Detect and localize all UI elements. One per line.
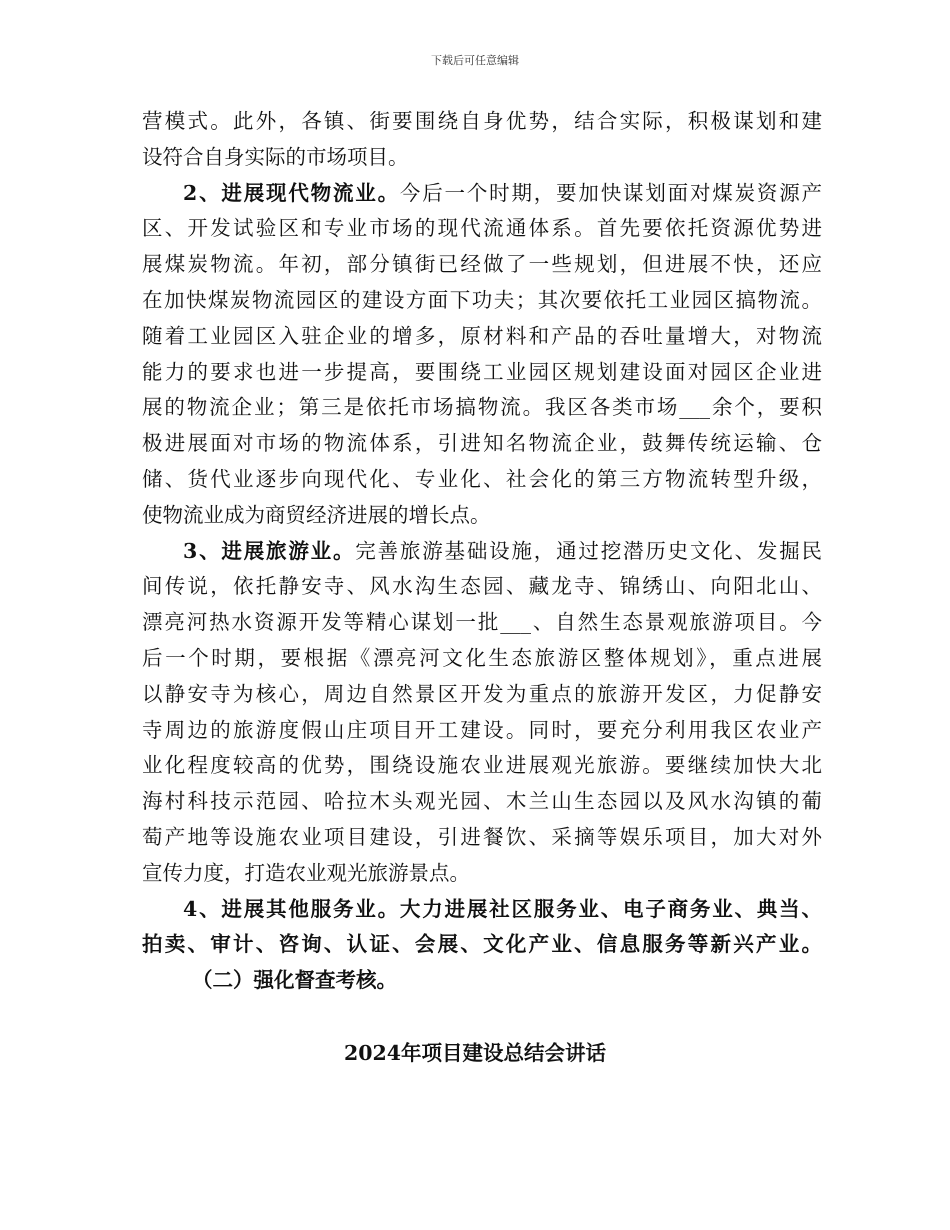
heading-tourism: 3、进展旅游业。 xyxy=(183,538,356,563)
text-line: 极进展面对市场的物流体系，引进知名物流企业，鼓舞传统运输、仓 xyxy=(142,431,822,456)
section-heading-supervision: （二）强化督查考核。 xyxy=(192,968,397,993)
paragraph-tourism xyxy=(142,534,822,570)
text-line: 萄产地等设施农业项目建设，引进餐饮、采摘等娱乐项目，加大对外 xyxy=(142,824,822,849)
text-line: 完善旅游基础设施，通过挖潜历史文化、发掘民 xyxy=(355,538,823,563)
text-line: 寺周边的旅游度假山庄项目开工建设。同时，要充分利用我区农业产 xyxy=(142,717,822,742)
text-line: 后一个时期，要根据《漂亮河文化生态旅游区整体规划》，重点进展 xyxy=(142,645,822,670)
document-body xyxy=(142,104,822,999)
text-line: 储、货代业逐步向现代化、专业化、社会化的第三方物流转型升级， xyxy=(142,466,822,491)
paragraph-logistics xyxy=(142,176,822,212)
text-line: 展煤炭物流。年初，部分镇街已经做了一些规划，但进展不快，还应 xyxy=(142,252,822,277)
text-line: 使物流业成为商贸经济进展的增长点。 xyxy=(142,502,491,527)
text-line: 宣传力度，打造农业观光旅游景点。 xyxy=(142,860,470,885)
text-line: 区、开发试验区和专业市场的现代流通体系。首先要依托资源优势进 xyxy=(142,216,822,241)
text-line: 以静安寺为核心，周边自然景区开发为重点的旅游开发区，力促静安 xyxy=(142,681,822,706)
text-line: 拍卖、审计、咨询、认证、会展、文化产业、信息服务等新兴产业。 xyxy=(142,932,822,957)
text-line: 营模式。此外，各镇、街要围绕自身优势，结合实际，积极谋划和建 xyxy=(142,109,822,133)
text-line: 随着工业园区入驻企业的增多，原材料和产品的吞吐量增大，对物流 xyxy=(142,323,822,348)
text-line: 展的物流企业；第三是依托市场搞物流。我区各类市场___余个，要积 xyxy=(142,395,822,420)
page-header: 下载后可任意编辑 xyxy=(431,54,519,67)
text-line: 海村科技示范园、哈拉木头观光园、木兰山生态园以及风水沟镇的葡 xyxy=(142,789,822,814)
text-line: 间传说，依托静安寺、风水沟生态园、藏龙寺、锦绣山、向阳北山、 xyxy=(142,574,822,599)
text-line: 在加快煤炭物流园区的建设方面下功夫；其次要依托工业园区搞物流。 xyxy=(142,287,822,312)
heading-logistics: 2、进展现代物流业。 xyxy=(183,180,400,205)
text-line: 漂亮河热水资源开发等精心谋划一批___、自然生态景观旅游项目。今 xyxy=(142,610,822,635)
text-line: 设符合自身实际的市场项目。 xyxy=(142,144,409,169)
text-line: 业化程度较高的优势，围绕设施农业进展观光旅游。要继续加快大北 xyxy=(142,753,822,778)
text-line: 今后一个时期，要加快谋划面对煤炭资源产 xyxy=(399,180,823,205)
paragraph-other-services: 4、进展其他服务业。大力进展社区服务业、电子商务业、典当、 xyxy=(183,896,822,921)
document-title: 2024年项目建设总结会讲话 xyxy=(343,1041,607,1065)
text-line: 能力的要求也进一步提高，要围绕工业园区规划建设面对园区企业进 xyxy=(142,359,822,384)
